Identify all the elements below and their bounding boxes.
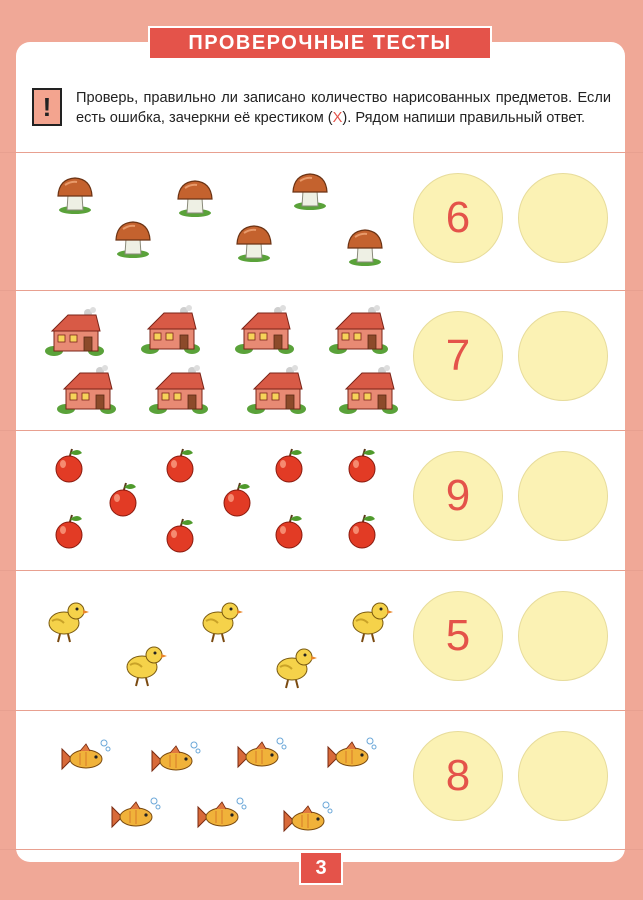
apple-icon bbox=[52, 513, 86, 549]
written-count-circle: 9 bbox=[413, 451, 503, 541]
house-icon bbox=[46, 307, 102, 355]
answer-circle[interactable] bbox=[518, 311, 608, 401]
answer-circle[interactable] bbox=[518, 731, 608, 821]
apple-icon bbox=[52, 447, 86, 483]
house-pictures bbox=[0, 291, 400, 429]
mushroom-icon bbox=[113, 219, 153, 259]
written-count-circle: 7 bbox=[413, 311, 503, 401]
cross-mark-symbol: Х bbox=[332, 110, 343, 126]
instruction-part-1: Проверь, правильно ли записано количество нарисованных предметов. Если есть ошибка, зачеркни её крестиком ( bbox=[76, 90, 611, 126]
apple-icon bbox=[106, 481, 140, 517]
fish-pictures bbox=[0, 711, 400, 849]
apple-icon bbox=[163, 517, 197, 553]
page-title: ПРОВЕРОЧНЫЕ ТЕСТЫ bbox=[148, 26, 492, 60]
task-row-houses bbox=[0, 290, 643, 429]
apple-icon bbox=[163, 447, 197, 483]
mushroom-icon bbox=[55, 175, 95, 215]
fish-icon bbox=[148, 741, 200, 777]
chick-icon bbox=[346, 599, 392, 643]
chick-icon bbox=[270, 645, 316, 689]
answer-circle[interactable] bbox=[518, 451, 608, 541]
written-count-circle: 8 bbox=[413, 731, 503, 821]
house-icon bbox=[58, 365, 114, 413]
mushroom-icon bbox=[290, 171, 330, 211]
fish-icon bbox=[108, 797, 160, 833]
house-icon bbox=[330, 305, 386, 353]
house-icon bbox=[340, 365, 396, 413]
task-row-fish bbox=[0, 710, 643, 850]
house-icon bbox=[142, 305, 198, 353]
fish-icon bbox=[234, 737, 286, 773]
apple-icon bbox=[272, 447, 306, 483]
house-icon bbox=[236, 305, 292, 353]
mushroom-icon bbox=[175, 178, 215, 218]
house-icon bbox=[248, 365, 304, 413]
answer-circle[interactable] bbox=[518, 173, 608, 263]
answer-circle[interactable] bbox=[518, 591, 608, 681]
house-icon bbox=[150, 365, 206, 413]
page-number: 3 bbox=[299, 851, 343, 885]
chick-icon bbox=[42, 599, 88, 643]
apple-icon bbox=[345, 513, 379, 549]
task-row-mushrooms bbox=[0, 152, 643, 291]
instruction-text bbox=[76, 88, 611, 128]
chick-icon bbox=[120, 643, 166, 687]
task-row-apples bbox=[0, 430, 643, 569]
fish-icon bbox=[58, 739, 110, 775]
apple-pictures bbox=[0, 431, 400, 569]
instruction-part-2: ). Рядом напиши правильный ответ. bbox=[342, 110, 586, 126]
apple-icon bbox=[220, 481, 254, 517]
mushroom-pictures bbox=[0, 153, 400, 291]
written-count-circle: 5 bbox=[413, 591, 503, 681]
mushroom-icon bbox=[234, 223, 274, 263]
task-row-chicks bbox=[0, 570, 643, 709]
fish-icon bbox=[324, 737, 376, 773]
exclamation-icon: ! bbox=[32, 88, 62, 126]
chick-pictures bbox=[0, 571, 400, 709]
fish-icon bbox=[194, 797, 246, 833]
written-count-circle: 6 bbox=[413, 173, 503, 263]
fish-icon bbox=[280, 801, 332, 837]
apple-icon bbox=[272, 513, 306, 549]
chick-icon bbox=[196, 599, 242, 643]
apple-icon bbox=[345, 447, 379, 483]
mushroom-icon bbox=[345, 227, 385, 267]
